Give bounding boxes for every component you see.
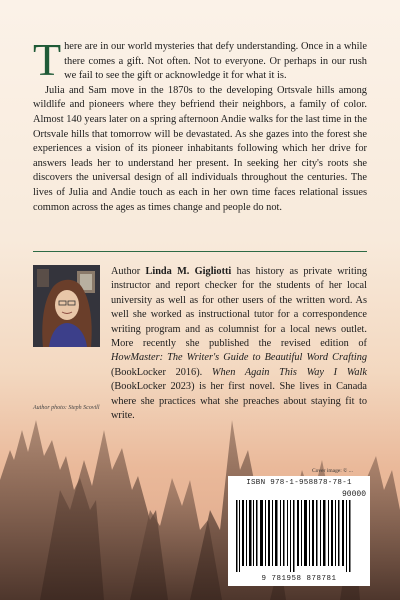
author-photo xyxy=(33,265,100,347)
author-name: Linda M. Gigliotti xyxy=(145,266,232,277)
isbn-number: ISBN 978-1-958878-78-1 xyxy=(246,479,352,487)
blurb-text-1: here are in our world mysteries that defy understanding. Once in a while there comes a gift. Not often. Not to everyone. Or perhaps in our rush we fail to see the gift or acknowledge it for what it is. xyxy=(64,41,367,82)
bio-text-1: has history as private writing instructor and report checker for the students of her local university as well as for other users of the written word. As well she worked as instructional tutor for a correspondence writing program and as columnist for a local news outlet. More recently she published the revised edition of xyxy=(111,266,367,350)
book-title-2: When Again This Way I Walk xyxy=(211,366,367,378)
blurb-paragraph-1 xyxy=(33,34,367,85)
book-title-1: HowMaster: The Writer's Guide to Beautiful Word Crafting xyxy=(111,352,367,364)
price-code: 90000 xyxy=(341,490,366,499)
section-divider xyxy=(33,251,367,252)
back-cover-blurb xyxy=(33,34,367,215)
barcode-bars xyxy=(234,500,364,572)
cover-image-credit: Cover image: © ... xyxy=(312,468,353,474)
bio-lead: Author xyxy=(111,266,146,277)
bio-text-3: (BookLocker 2023) is her first novel. She lives in Canada where she practices what she preaches about staying fit to write. xyxy=(111,381,367,422)
drop-cap: T xyxy=(33,34,62,85)
author-photo-credit: Author photo: Steph Scovill xyxy=(33,405,100,411)
blurb-paragraph-2: Julia and Sam move in the 1870s to the developing Ortsvale hills among wildlife and pioneers where they befriend their neighbors, a family of color. Almost 140 years later on a spring afternoon Andie walks for the last time in the Ortsvale hills that tomorrow will be devastated. As she gazes into the forest she experiences a vision of its pioneer inhabitants following which her drive for answers leads her to understand her present. In seeking her city's roots she discovers the universal design of all individuals throughout the centuries. The lives of Julia and Andie touch as each in her own time faces relational issues common across the ages as times change and people do not. xyxy=(33,84,367,213)
isbn-barcode xyxy=(228,476,370,586)
bio-text-2: (BookLocker 2016). xyxy=(111,366,212,378)
barcode-digits: 9 781958 878781 xyxy=(261,575,337,583)
